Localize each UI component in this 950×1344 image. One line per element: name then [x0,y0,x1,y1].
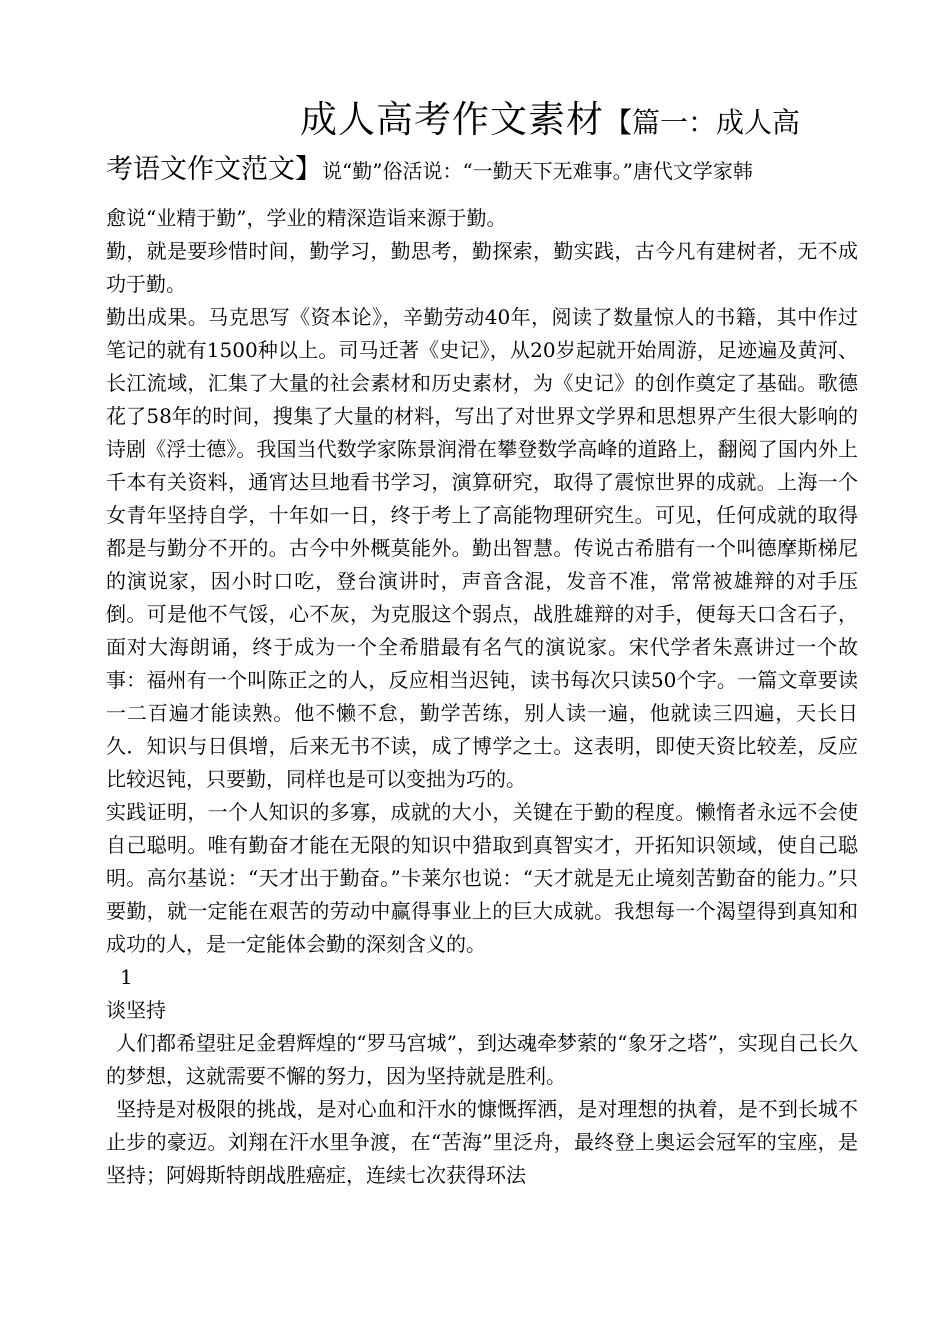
page-number: 1 [120,965,133,989]
paragraph: 坚持是对极限的挑战，是对心血和汗水的慷慨挥洒，是对理想的执着，是不到长城不止步的豪迈。刘翔在汗水里争渡，在“苦海”里泛舟，最终登上奥运会冠军的宝座，是坚持；阿姆斯特朗战胜癌症，连续七次获得环法 [106,1097,858,1187]
document-title [300,98,800,145]
subtitle-main: 考语文作文范文】 [106,154,322,185]
document-subtitle [106,152,753,189]
paragraph: 人们都希望驻足金碧辉煌的“罗马宫城”，到达魂牵梦萦的“象牙之塔”，实现自己长久的梦想，这就需要不懈的努力，因为坚持就是胜利。 [106,1031,858,1088]
body-line: 愈说“业精于勤”，学业的精深造诣来源于勤。 [106,206,507,230]
title-tail: 【篇一：成人高 [604,106,801,139]
paragraph: 实践证明，一个人知识的多寡，成就的大小，关键在于勤的程度。懒惰者永远不会使自己聪明。唯有勤奋才能在无限的知识中猎取到真智实才，开拓知识领域，使自己聪明。高尔基说：“天才出于勤奋。”卡莱尔也说：“天才就是无止境刻苦勤奋的能力。”只要勤，就一定能在艰苦的劳动中赢得事业上的巨大成就。我想每一个渴望得到真知和成功的人，是一定能体会勤的深刻含义的。 [106,800,858,956]
title-main: 成人高考作文素材 [300,98,604,141]
document-body [106,202,858,1192]
paragraph: 勤，就是要珍惜时间，勤学习，勤思考，勤探索，勤实践，古今凡有建树者，无不成功于勤。 [106,239,858,296]
paragraph: 勤出成果。马克思写《资本论》，辛勤劳动40年，阅读了数量惊人的书籍，其中作过笔记的就有1500种以上。司马迁著《史记》，从20岁起就开始周游，足迹遍及黄河、长江流域，汇集了大量的社会素材和历史素材，为《史记》的创作奠定了基础。歌德花了58年的时间，搜集了大量的材料，写出了对世界文学界和思想界产生很大影响的诗剧《浮士德》。我国当代数学家陈景润滑在攀登数学高峰的道路上，翻阅了国内外上千本有关资料，通宵达旦地看书学习，演算研究，取得了震惊世界的成就。上海一个女青年坚持自学，十年如一日，终于考上了高能物理研究生。可见，任何成就的取得都是与勤分不开的。古今中外概莫能外。勤出智慧。传说古希腊有一个叫德摩斯梯尼的演说家，因小时口吃，登台演讲时，声音含混，发音不准，常常被雄辩的对手压倒。可是他不气馁，心不灰，为克服这个弱点，战胜雄辩的对手，便每天口含石子，面对大海朗诵，终于成为一个全希腊最有名气的演说家。宋代学者朱熹讲过一个故事：福州有一个叫陈正之的人，反应相当迟钝，读书每次只读50个字。一篇文章要读一二百遍才能读熟。他不懒不怠，勤学苦练，别人读一遍，他就读三四遍，天长日久．知识与日俱增，后来无书不读，成了博学之士。这表明，即使天资比较差，反应比较迟钝，只要勤，同样也是可以变拙为巧的。 [106,305,858,791]
subtitle-tail: 说“勤”俗活说：“一勤天下无难事。”唐代文学家韩 [322,159,753,183]
section-heading: 谈坚持 [106,998,166,1022]
